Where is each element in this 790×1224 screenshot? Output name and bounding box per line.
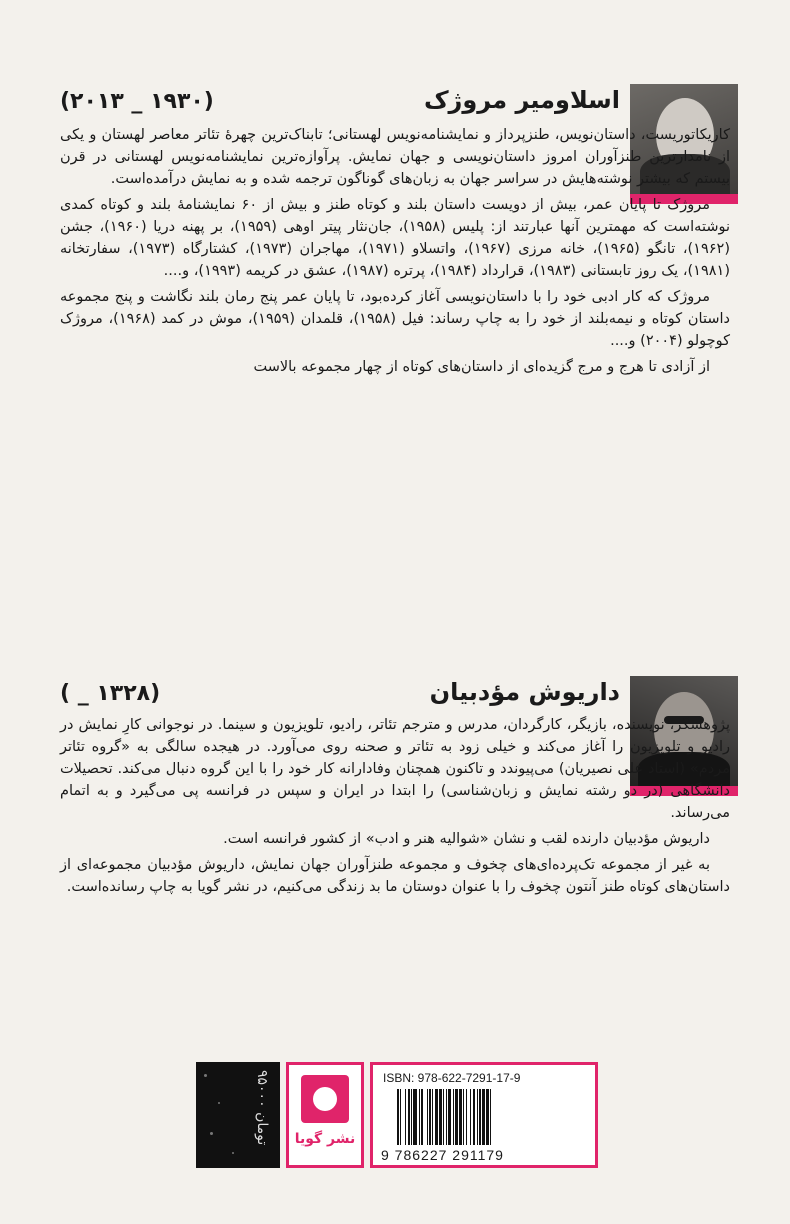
- publisher-name: نشر گویا: [294, 1131, 356, 1147]
- author2-dates: ( _ ۱۳۲۸): [60, 681, 161, 706]
- isbn-label: ISBN: 978-622-7291-17-9: [383, 1071, 521, 1085]
- author1-name: اسلاومیر مروژک: [423, 86, 620, 114]
- author1-paragraph: کاریکاتوریست، داستان‌نویس، طنزپرداز و نمایشنامه‌نویس لهستانی؛ تابناک‌ترین چهرهٔ تئاتر معاصر لهستان و یکی از نامدارترین طنزآوران امروز داستان‌نویسی و جهان نمایش. پرآوازه‌ترین نمایشنامه‌نویس لهستانی در قرن بیستم که بیشتر نوشته‌هایش در سراسر جهان به زبان‌های گوناگون ترجمه شده و به نمایش درآمده‌است.: [60, 127, 730, 187]
- author2-name: داریوش مؤدبیان: [429, 678, 620, 706]
- author2-header: [60, 678, 620, 706]
- author1-paragraph: مروژک که کار ادبی خود را با داستان‌نویسی آغاز کرده‌بود، تا پایان عمر پنج رمان بلند نگاشت و پنج مجموعه داستان کوتاه و نیمه‌بلند از خود را به چاپ رساند: فیل (۱۹۵۸)، قلمدان (۱۹۵۹)، موش در کمد (۱۹۶۸)، مروژک کوچولو (۲۰۰۴) و....: [60, 289, 730, 349]
- author2-paragraph: به غیر از مجموعه تک‌پرده‌ای‌های چخوف و مجموعه طنزآوران جهان نمایش، داریوش مؤدبیان مجموعه‌ای از داستان‌های کوتاه طنز آنتون چخوف را با عنوان دوستان ما بد زندگی می‌کنیم، در نشر گویا به چاپ رسانده‌است.: [60, 857, 730, 895]
- price-box: [196, 1062, 280, 1168]
- author1-paragraph: از آزادی تا هرج و مرج گزیده‌ای از داستان‌های کوتاه از چهار مجموعه بالاست: [253, 359, 710, 375]
- back-cover-footer: [196, 1062, 598, 1168]
- author1-bio: [60, 124, 730, 382]
- author2-paragraph: داریوش مؤدبیان دارنده لقب و نشان «شوالیه هنر و ادب» از کشور فرانسه است.: [223, 831, 710, 847]
- barcode-stripe: [491, 1089, 493, 1145]
- author1-paragraph: مروژک تا پایان عمر، بیش از دویست داستان بلند و کوتاه طنز و بیش از ۶۰ نمایشنامهٔ بلند و کوتاه کمدی نوشته‌است که مهمترین آنها عبارتند از: پلیس (۱۹۵۸)، جان‌نثار پیتر اوهی (۱۹۵۹)، بر پهنه دریا (۱۹۶۰)، جشن (۱۹۶۲)، تانگو (۱۹۶۵)، خانه مرزی (۱۹۶۷)، واتسلاو (۱۹۷۱)، مهاجران (۱۹۷۳)، کشتارگاه (۱۹۷۳)، سفارتخانه (۱۹۸۱)، یک روز تابستانی (۱۹۸۳)، قرارداد (۱۹۸۴)، پرتره (۱۹۸۷)، عشق در کریمه (۱۹۹۳)، و....: [60, 197, 731, 279]
- barcode-digits: 9 786227 291179: [381, 1147, 504, 1163]
- author2-bio: [60, 714, 730, 902]
- barcode: [397, 1089, 577, 1145]
- publisher-logo: [286, 1062, 364, 1168]
- author1-dates: (۲۰۱۳ _ ۱۹۳۰): [60, 89, 214, 114]
- publisher-logo-icon: [301, 1075, 349, 1123]
- author1-header: [60, 86, 620, 114]
- author2-paragraph: پژوهشگر، نویسنده، بازیگر، کارگردان، مدرس و مترجم تئاتر، رادیو، تلویزیون و سینما. در نوجوانی کارِ نمایش در رادیو و تلویزیون را آغاز می‌کند و خیلی زود به تئاتر و صحنه روی می‌آورد. در هیجده سالگی به «گروه تئاتر مردم» (استاد علی نصیریان) می‌پیوندد و تاکنون همچنان وفادارانه کار خود را با این گروه دنبال می‌کند. تحصیلات دانشگاهی (در دو رشته نمایش و زبان‌شناسی) را ابتدا در ایران و سپس در فرانسه پی می‌گیرد و به اتمام می‌رساند.: [60, 717, 730, 821]
- price-label: ۹۵۰۰۰ تومان: [254, 1070, 270, 1146]
- isbn-barcode-box: [370, 1062, 598, 1168]
